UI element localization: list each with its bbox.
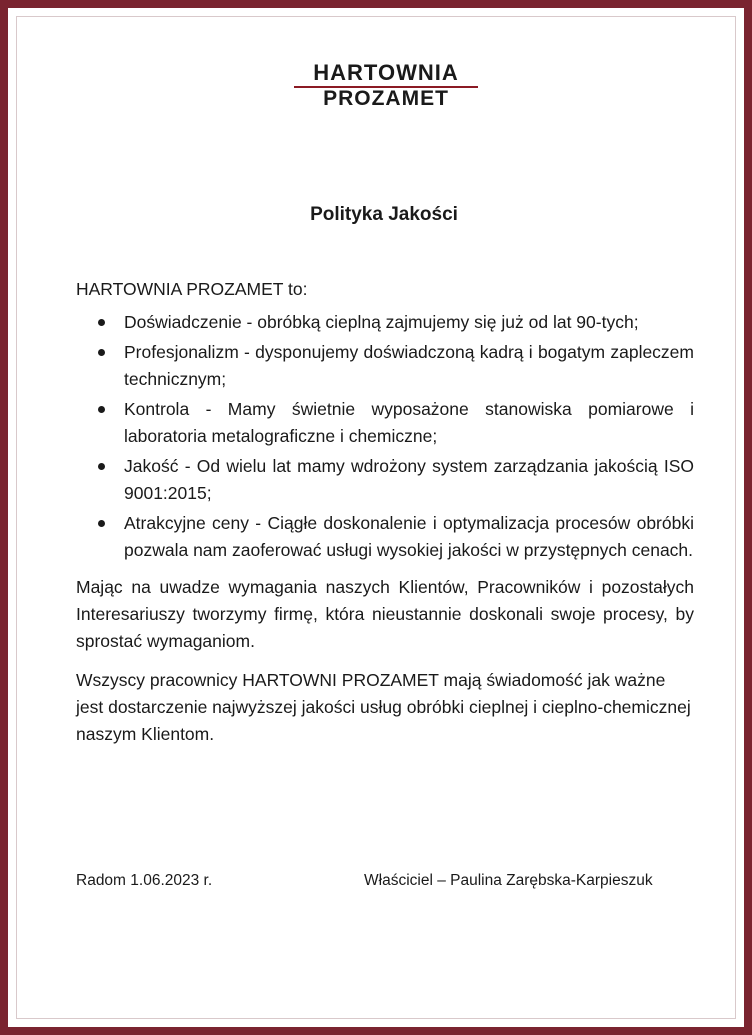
bullet-icon — [98, 319, 105, 326]
bullet-icon — [98, 463, 105, 470]
owner-signature: Właściciel – Paulina Zarębska-Karpieszuk — [364, 872, 653, 889]
logo-line-2: PROZAMET — [323, 87, 449, 110]
list-item — [76, 396, 694, 450]
company-logo — [288, 60, 484, 110]
bullet-icon — [98, 520, 105, 527]
paragraph-employees: Wszyscy pracownicy HARTOWNI PROZAMET mają świadomość jak ważne jest dostarczenie najwyższej jakości usług obróbki cieplnej i cieplno-chemicznej naszym Klientom. — [76, 670, 691, 744]
document-body — [76, 276, 694, 760]
intro-text: HARTOWNIA PROZAMET to: — [76, 279, 308, 299]
list-item — [76, 510, 694, 564]
list-item-text: Jakość - Od wielu lat mamy wdrożony system zarządzania jakością ISO 9001:2015; — [124, 456, 694, 503]
logo-line-1: HARTOWNIA — [313, 60, 459, 85]
policy-list — [76, 309, 694, 564]
bullet-icon — [98, 349, 105, 356]
list-item — [76, 339, 694, 393]
bullet-icon — [98, 406, 105, 413]
list-item — [76, 309, 694, 336]
place-date: Radom 1.06.2023 r. — [76, 872, 213, 889]
list-item-text: Atrakcyjne ceny - Ciągłe doskonalenie i optymalizacja procesów obróbki pozwala nam zaoferować usługi wysokiej jakości w przystępnych cenach. — [124, 513, 694, 560]
list-item-text: Profesjonalizm - dysponujemy doświadczoną kadrą i bogatym zapleczem technicznym; — [124, 342, 694, 389]
list-item-text: Doświadczenie - obróbką cieplną zajmujemy się już od lat 90-tych; — [124, 312, 639, 332]
paragraph-stakeholders: Mając na uwadze wymagania naszych Klientów, Pracowników i pozostałych Interesariuszy tworzymy firmę, która nieustannie doskonali swoje procesy, by sprostać wymaganiom. — [76, 577, 694, 651]
document-title: Polityka Jakości — [310, 204, 458, 225]
list-item — [76, 453, 694, 507]
list-item-text: Kontrola - Mamy świetnie wyposażone stanowiska pomiarowe i laboratoria metalograficzne i chemiczne; — [124, 399, 694, 446]
